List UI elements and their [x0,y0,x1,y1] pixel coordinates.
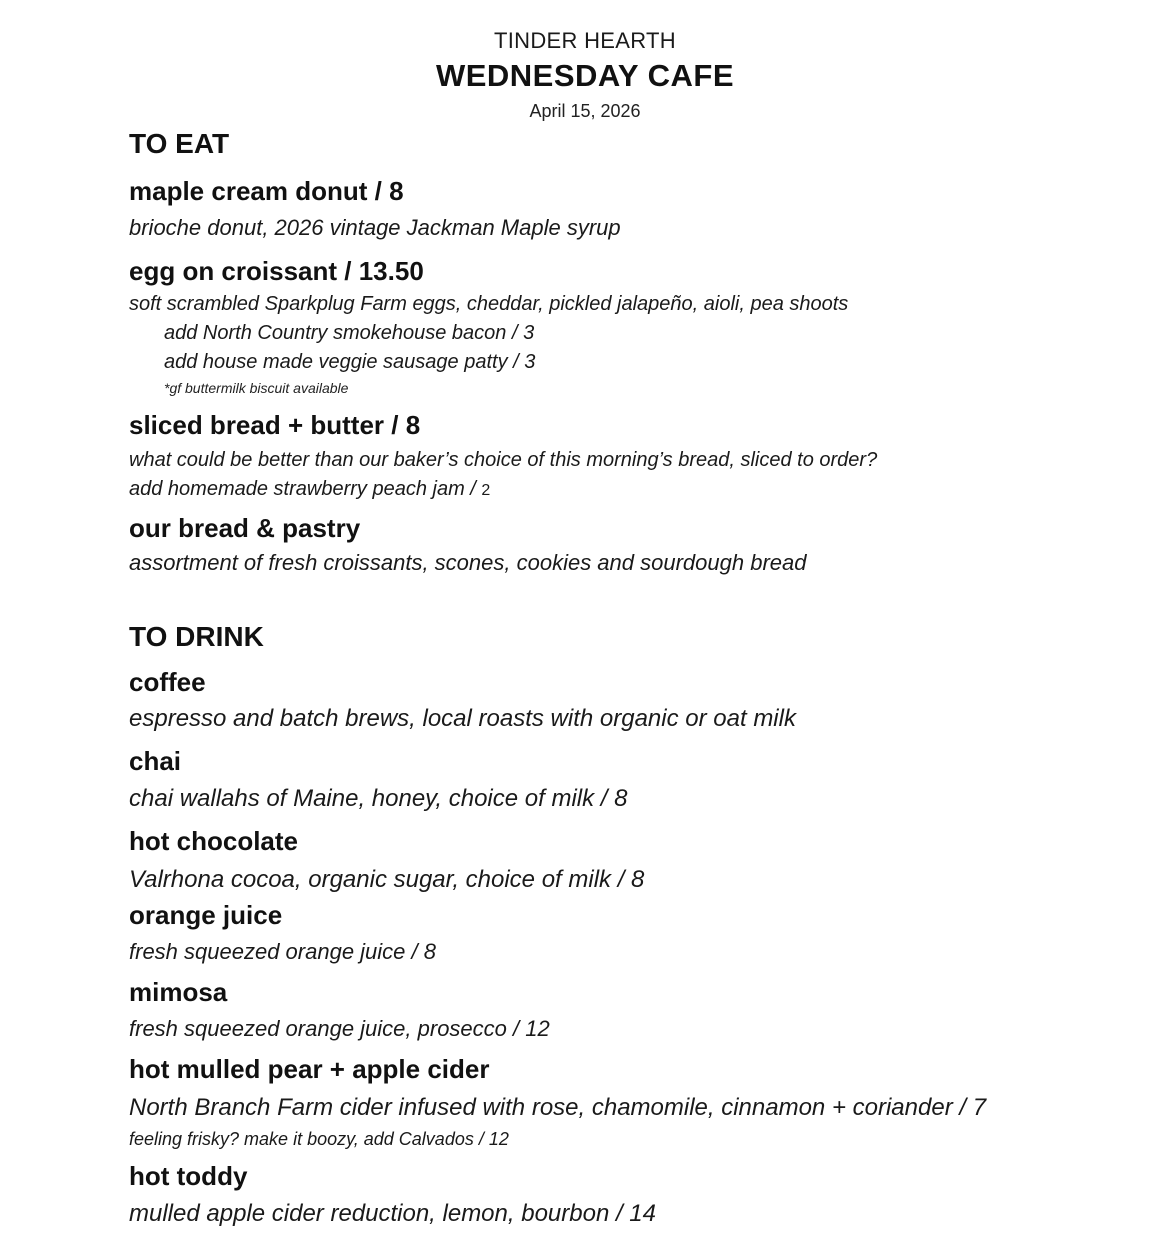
item-mimosa-description: fresh squeezed orange juice, prosecco / 12 [129,1016,550,1041]
item-sliced-bread-description: what could be better than our baker’s choice of this morning’s bread, sliced to order? [129,449,878,471]
item-orange-juice-description: fresh squeezed orange juice / 8 [129,939,436,964]
add-on-jam [129,478,490,501]
item-hot-toddy-description: mulled apple cider reduction, lemon, bourbon / 14 [129,1200,656,1227]
item-chai-description: chai wallahs of Maine, honey, choice of milk / 8 [129,785,628,812]
item-mulled-cider-description: North Branch Farm cider infused with rose, chamomile, cinnamon + coriander / 7 [129,1094,987,1121]
item-coffee-description: espresso and batch brews, local roasts with organic or oat milk [129,705,796,732]
item-sliced-bread-butter: sliced bread + butter / 8 [129,410,421,440]
item-chai: chai [129,746,182,776]
item-mulled-cider: hot mulled pear + apple cider [129,1054,490,1084]
add-on-jam-price: 2 [481,482,491,499]
section-heading-to-drink: TO DRINK [129,621,264,652]
item-hot-chocolate-description: Valrhona cocoa, organic sugar, choice of milk / 8 [129,866,645,893]
item-mimosa: mimosa [129,977,228,1007]
item-egg-on-croissant: egg on croissant / 13.50 [129,256,424,286]
item-egg-on-croissant-description: soft scrambled Sparkplug Farm eggs, cheddar, pickled jalapeño, aioli, pea shoots [129,293,849,315]
section-heading-to-eat: TO EAT [129,128,230,159]
item-maple-cream-donut: maple cream donut / 8 [129,176,404,206]
add-on-jam-label: add homemade strawberry peach jam / [129,478,482,500]
brand-name: TINDER HEARTH [494,28,676,53]
add-on-veggie-sausage: add house made veggie sausage patty / 3 [164,351,536,373]
add-on-bacon: add North Country smokehouse bacon / 3 [164,322,535,344]
menu-date: April 15, 2026 [529,101,641,121]
calvados-note: feeling frisky? make it boozy, add Calvados / 12 [129,1129,509,1149]
item-orange-juice: orange juice [129,900,283,930]
page-title: WEDNESDAY CAFE [435,58,735,93]
item-bread-pastry-description: assortment of fresh croissants, scones, cookies and sourdough bread [129,550,807,575]
gf-biscuit-note: *gf buttermilk biscuit available [164,380,349,396]
item-maple-cream-donut-description: brioche donut, 2026 vintage Jackman Maple syrup [129,215,621,240]
item-hot-toddy: hot toddy [129,1161,248,1191]
item-coffee: coffee [129,667,206,697]
item-bread-pastry: our bread & pastry [129,513,361,543]
item-hot-chocolate: hot chocolate [129,826,299,856]
